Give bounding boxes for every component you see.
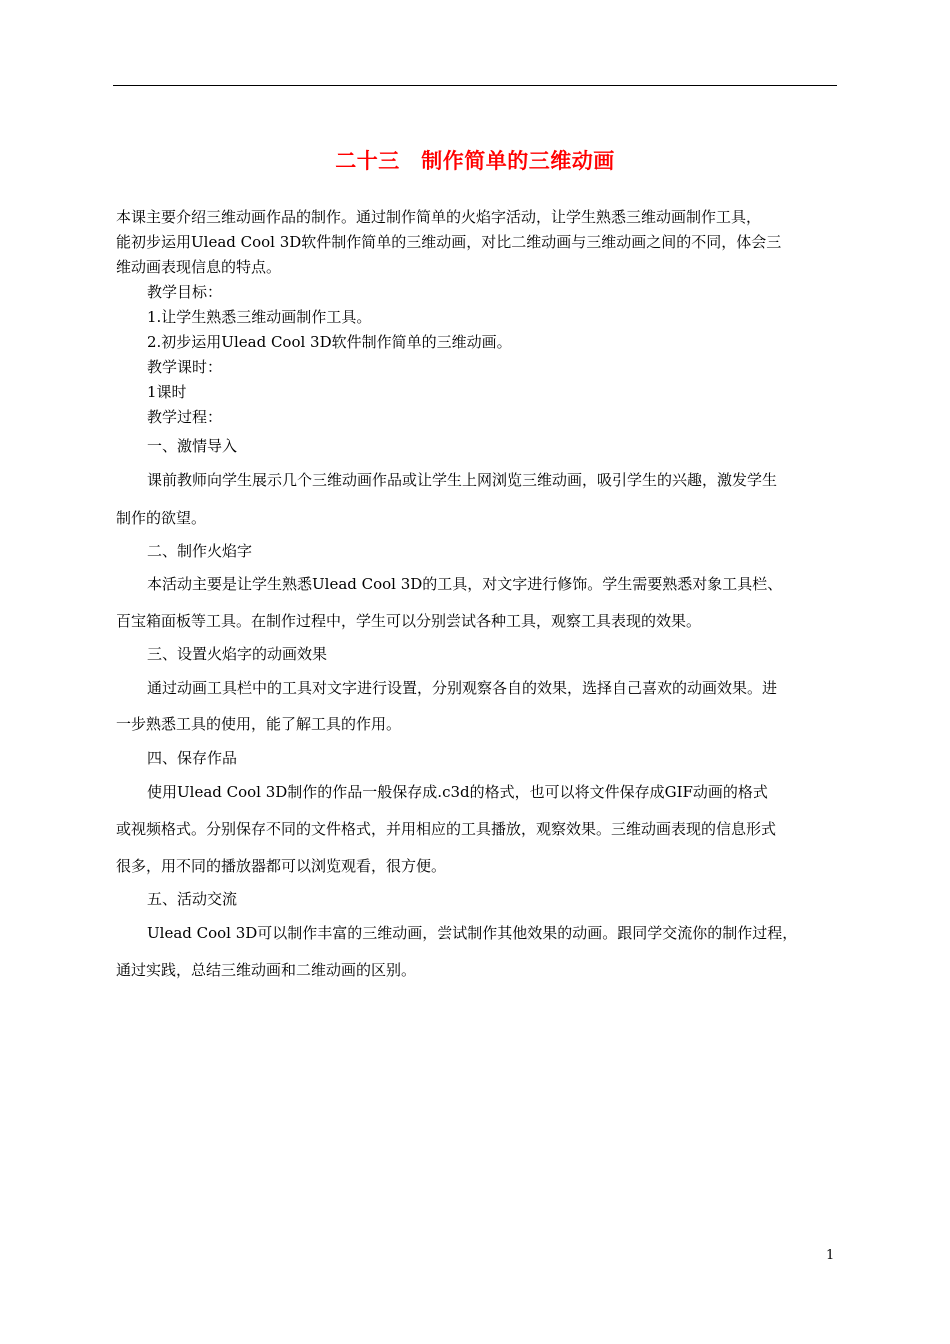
header-rule bbox=[113, 85, 837, 86]
paragraph-line: 或视频格式。分别保存不同的文件格式，并用相应的工具播放，观察效果。三维动画表现的信息形式 bbox=[116, 820, 777, 838]
paragraph-line: 使用Ulead Cool 3D制作的作品一般保存成.c3d的格式，也可以将文件保存成GIF动画的格式 bbox=[147, 783, 768, 801]
section-heading: 五、活动交流 bbox=[147, 890, 238, 908]
section-heading: 三、设置火焰字的动画效果 bbox=[147, 645, 328, 663]
paragraph-line: 很多，用不同的播放器都可以浏览观看，很方便。 bbox=[116, 857, 447, 875]
objective-item: 1.让学生熟悉三维动画制作工具。 bbox=[147, 308, 372, 326]
paragraph-line: 维动画表现信息的特点。 bbox=[116, 258, 282, 276]
class-hours-value: 1课时 bbox=[147, 383, 187, 401]
section-heading: 二、制作火焰字 bbox=[147, 542, 253, 560]
paragraph-line: 课前教师向学生展示几个三维动画作品或让学生上网浏览三维动画，吸引学生的兴趣，激发学生 bbox=[147, 471, 778, 489]
section-heading: 四、保存作品 bbox=[147, 749, 238, 767]
objective-item: 2.初步运用Ulead Cool 3D软件制作简单的三维动画。 bbox=[147, 333, 512, 351]
paragraph-line: 能初步运用Ulead Cool 3D软件制作简单的三维动画，对比二维动画与三维动画之间的不同，体会三 bbox=[116, 233, 782, 251]
paragraph-line: 通过动画工具栏中的工具对文字进行设置，分别观察各自的效果，选择自己喜欢的动画效果。进 bbox=[147, 679, 778, 697]
paragraph-line: 本活动主要是让学生熟悉Ulead Cool 3D的工具，对文字进行修饰。学生需要熟悉对象工具栏、 bbox=[147, 575, 783, 593]
document-title: 二十三 制作简单的三维动画 bbox=[335, 148, 615, 173]
process-heading: 教学过程： bbox=[147, 408, 223, 426]
class-hours-heading: 教学课时： bbox=[147, 358, 223, 376]
paragraph-line: 通过实践，总结三维动画和二维动画的区别。 bbox=[116, 961, 417, 979]
paragraph-line: 本课主要介绍三维动画作品的制作。通过制作简单的火焰字活动，让学生熟悉三维动画制作工具， bbox=[116, 208, 762, 226]
page-number: 1 bbox=[826, 1248, 835, 1263]
paragraph-line: Ulead Cool 3D可以制作丰富的三维动画，尝试制作其他效果的动画。跟同学交流你的制作过程， bbox=[147, 924, 798, 942]
section-heading: 一、激情导入 bbox=[147, 437, 238, 455]
objectives-heading: 教学目标： bbox=[147, 283, 223, 301]
paragraph-line: 百宝箱面板等工具。在制作过程中，学生可以分别尝试各种工具，观察工具表现的效果。 bbox=[116, 612, 702, 630]
paragraph-line: 一步熟悉工具的使用，能了解工具的作用。 bbox=[116, 715, 402, 733]
paragraph-line: 制作的欲望。 bbox=[116, 509, 207, 527]
